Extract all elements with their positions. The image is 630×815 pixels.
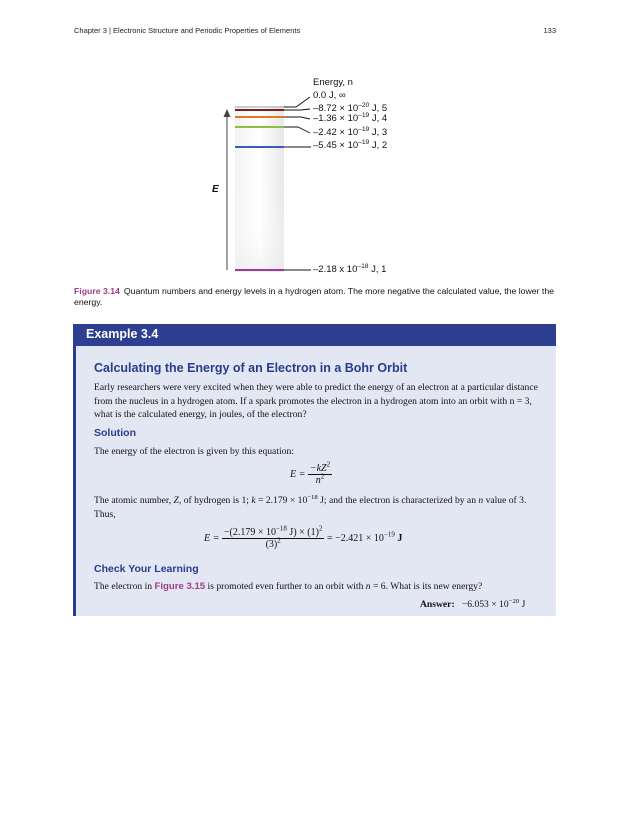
solution-heading: Solution xyxy=(94,427,136,439)
energy-axis-label: E xyxy=(212,184,219,195)
example-title: Calculating the Energy of an Electron in a Bohr Orbit xyxy=(94,361,408,375)
figure-link[interactable]: Figure 3.15 xyxy=(154,581,206,592)
caption-text: Quantum numbers and energy levels in a hydrogen atom. The more negative the calculated value, the lower the energy. xyxy=(74,286,554,307)
solution-text: The energy of the electron is given by this equation: xyxy=(94,446,294,457)
level-label-inf: 0.0 J, ∞ xyxy=(313,90,346,101)
leader-5 xyxy=(284,109,310,110)
level-label-2: $-5.45 \times 10^{-19}$ J, 2 xyxy=(313,138,388,151)
leader-3 xyxy=(284,127,310,133)
check-text: The electron in Figure 3.15 is promoted even further to an orbit with n = 6. What is its new energy? xyxy=(94,581,483,592)
figure-number: Figure 3.14 xyxy=(74,286,120,296)
energy-header: Energy, n xyxy=(313,77,353,88)
level-label-4: $-1.36 \times 10^{-19}$ J, 4 xyxy=(313,111,388,124)
check-your-learning-heading: Check Your Learning xyxy=(94,563,199,575)
page-number: 133 xyxy=(543,26,556,35)
example-intro: Early researchers were very excited when they were able to predict the energy of an electron at a particular distance from the nucleus in a hydrogen atom. If a spark promotes the electron in a hydrogen atom into an orbit with n = 3, what is the calculated energy, in joules, of the electron? xyxy=(94,382,538,420)
answer: Answer: $-6.053 \times 10^{-20}$ J xyxy=(420,597,526,610)
level-label-3: $-2.42 \times 10^{-19}$ J, 3 xyxy=(313,125,388,138)
figure-caption xyxy=(74,286,556,308)
level-label-5: $-8.72 \times 10^{-20}$ J, 5 xyxy=(313,101,388,114)
equation-calculation: E = $\frac{-(2.179 \times 10^{-18} J) \times (1)^2}{(3)^2}$ = $-2.421 \times 10^{-19}$ J xyxy=(204,524,403,550)
atomic-number-text: The atomic number, Z, of hydrogen is 1; $k = 2.179 \times 10^{-18}$ J; and the electron is characterized by an n value of 3. Thus, xyxy=(94,493,527,520)
example-label: Example 3.4 xyxy=(86,327,159,341)
leader-4 xyxy=(284,117,310,119)
level-column-shade xyxy=(235,106,284,272)
energy-axis-arrowhead xyxy=(224,109,231,117)
chapter-header: Chapter 3 | Electronic Structure and Periodic Properties of Elements xyxy=(74,26,301,35)
level-label-1: –2.18 x $10^{-18}$ J, 1 xyxy=(313,262,387,275)
leader-inf xyxy=(284,97,310,107)
equation-energy: E = $\frac{-kZ^2}{n^2}$ xyxy=(290,460,331,486)
